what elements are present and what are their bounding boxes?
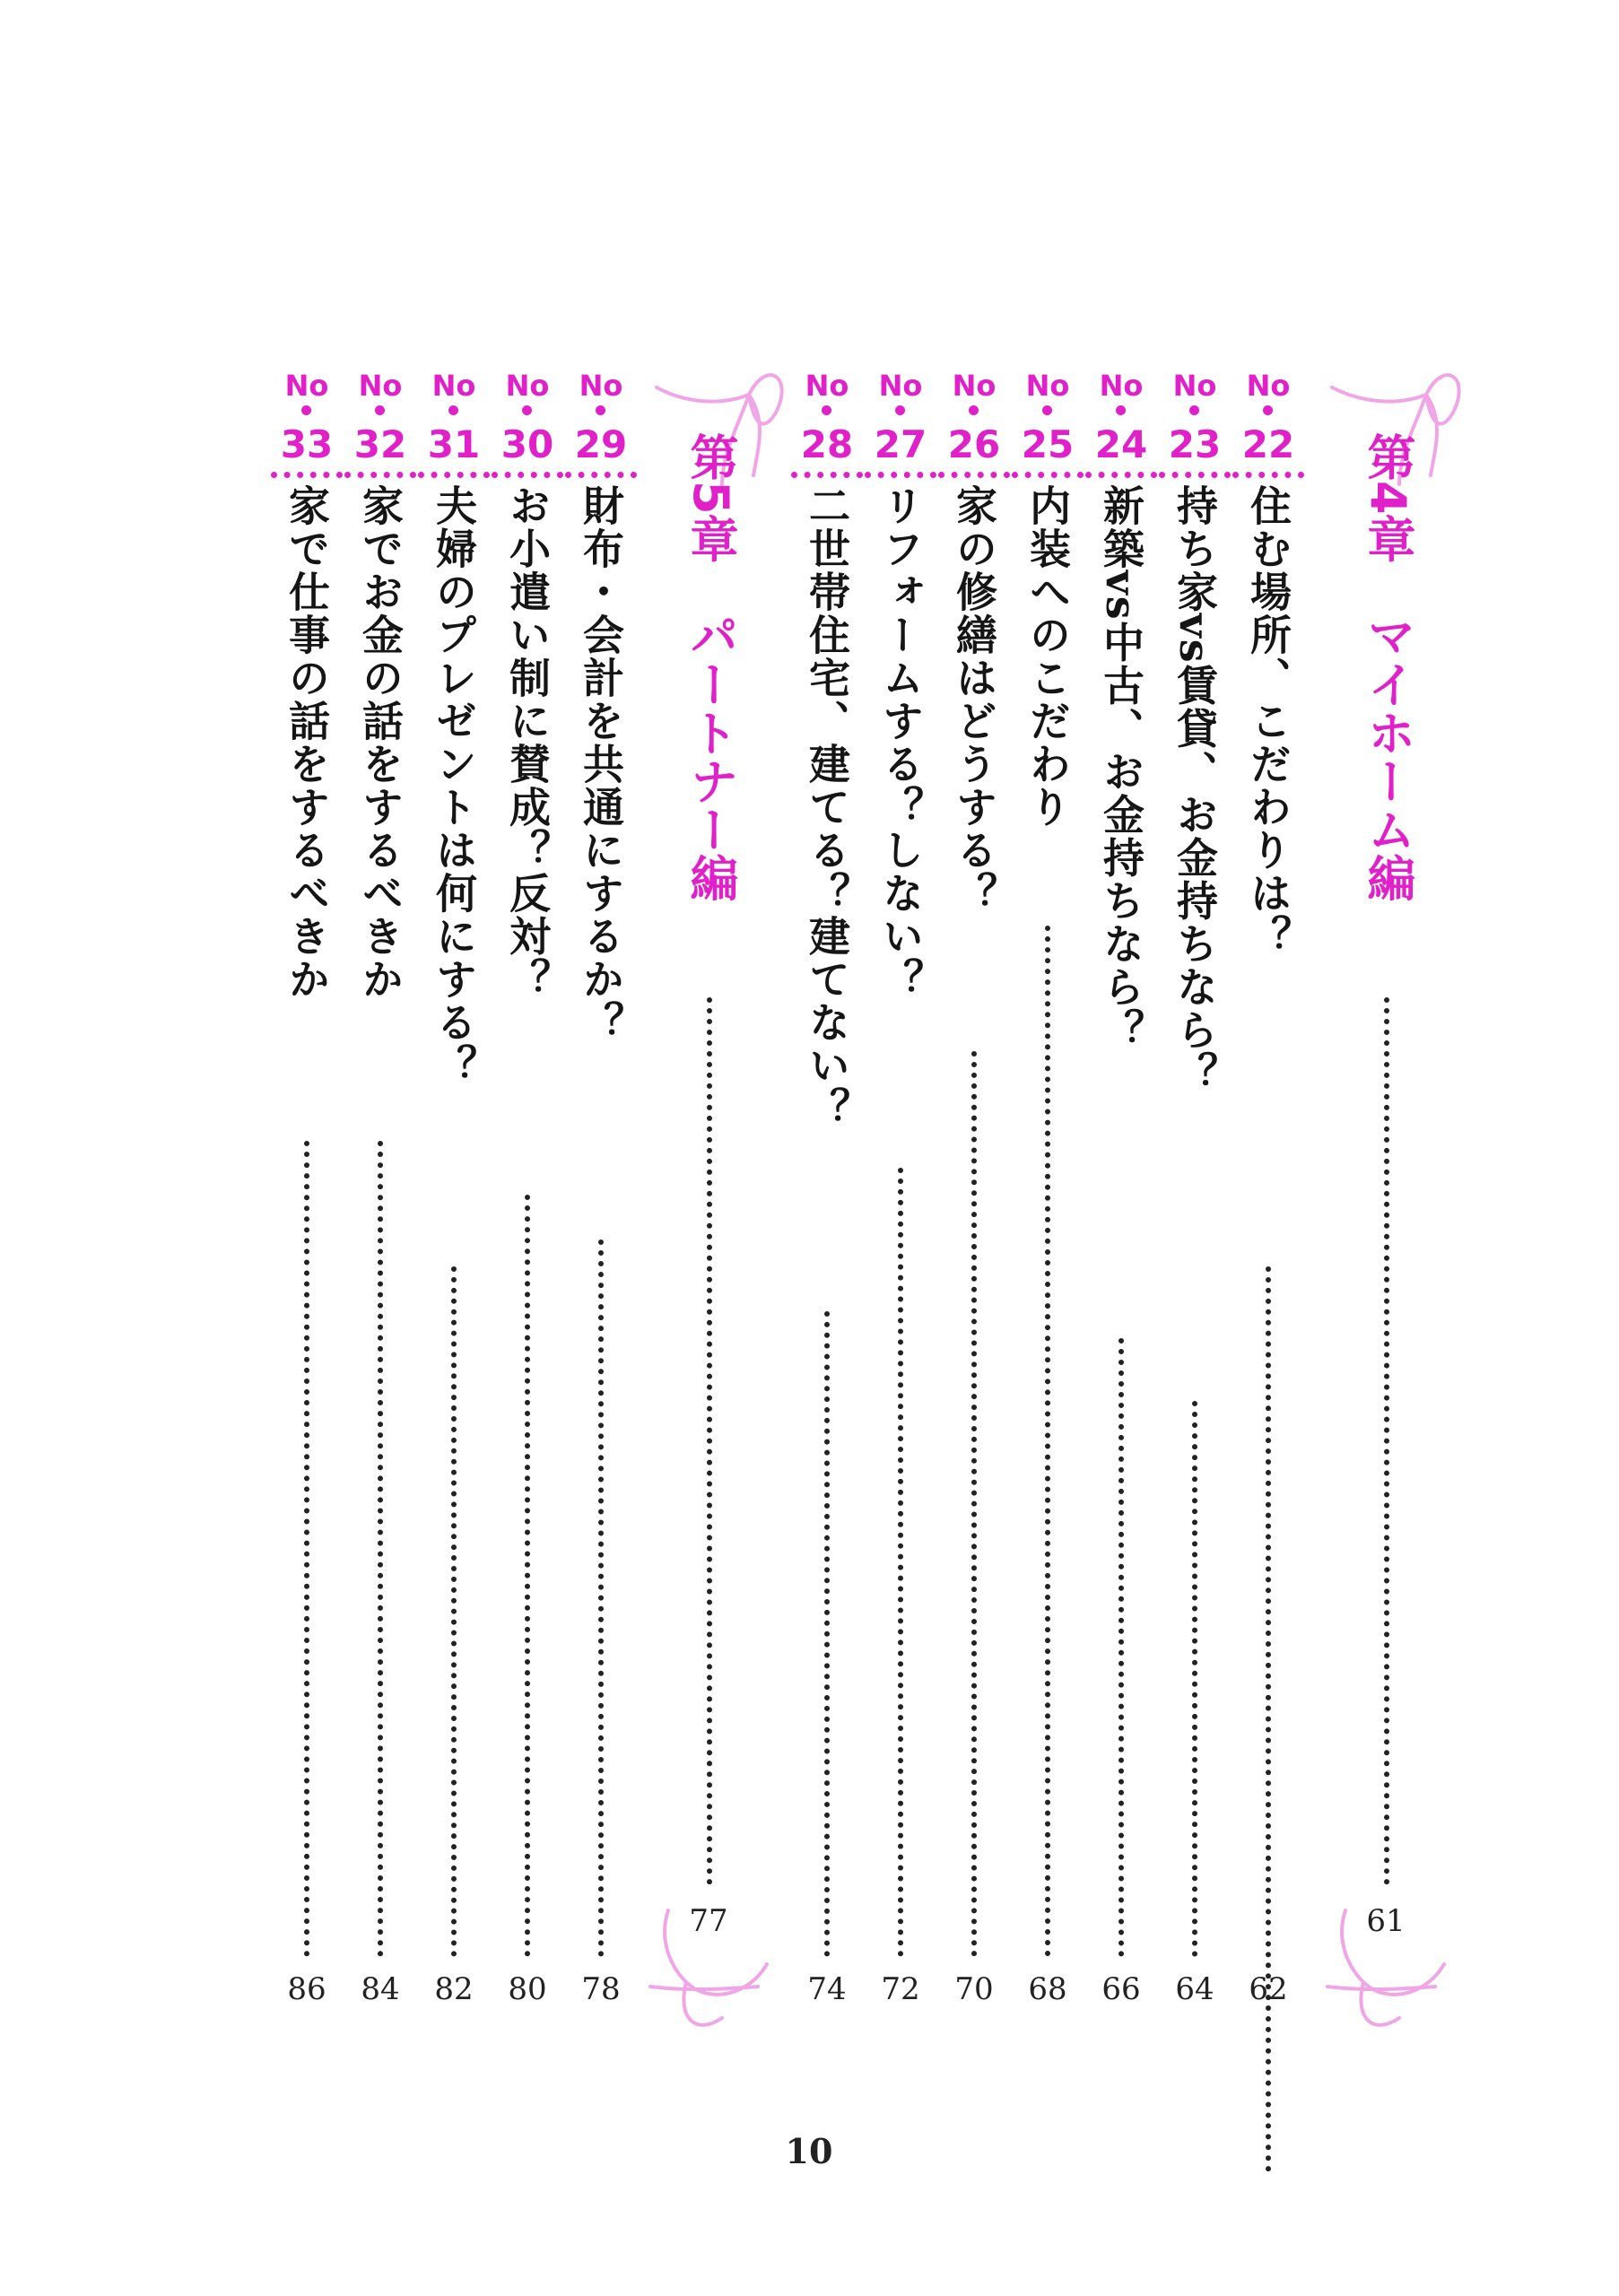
entry-page-number: 70 bbox=[954, 1971, 994, 2007]
no-label: No bbox=[952, 369, 997, 403]
entry-number: 22 bbox=[1241, 422, 1295, 466]
entry-page-number: 78 bbox=[581, 1971, 621, 2007]
toc-entry-26[interactable] bbox=[936, 370, 1012, 2020]
chapter-title bbox=[1354, 432, 1422, 988]
toc-entry-24[interactable] bbox=[1084, 370, 1159, 2020]
entry-number: 27 bbox=[874, 422, 927, 466]
chapter-heading-5 bbox=[664, 432, 753, 1957]
entry-title: 二世帯住宅、建てる？建てない？ bbox=[803, 484, 851, 1130]
no-dot bbox=[301, 405, 311, 415]
no-dot bbox=[1042, 405, 1052, 415]
dotted-leader bbox=[1192, 1401, 1197, 1957]
no-dot bbox=[822, 405, 831, 415]
no-label: No bbox=[505, 369, 550, 403]
dotted-leader bbox=[971, 1051, 977, 1957]
dotted-leader bbox=[378, 1141, 383, 1957]
no-label: No bbox=[579, 369, 623, 403]
no-dot bbox=[1263, 405, 1273, 415]
entry-title: 家でお金の話をするべきか bbox=[356, 484, 405, 1001]
dotted-leader bbox=[1384, 997, 1389, 1885]
entry-number: 24 bbox=[1094, 422, 1148, 466]
dotted-leader bbox=[1119, 1338, 1124, 1957]
entry-number: 29 bbox=[574, 422, 628, 466]
no-label: No bbox=[284, 369, 329, 403]
entry-page-number: 86 bbox=[287, 1971, 326, 2007]
entry-number: 30 bbox=[500, 422, 554, 466]
dotted-leader bbox=[525, 1195, 530, 1957]
pink-dotted-rule bbox=[865, 472, 936, 478]
no-dot bbox=[448, 405, 458, 415]
entry-title: 住む場所、こだわりは？ bbox=[1244, 484, 1293, 958]
toc-entry-30[interactable] bbox=[490, 370, 565, 2020]
no-label: No bbox=[878, 369, 923, 403]
toc-entry-22[interactable] bbox=[1231, 370, 1306, 2020]
entry-number: 32 bbox=[353, 422, 407, 466]
pink-dotted-rule bbox=[271, 472, 343, 478]
entry-number: 28 bbox=[800, 422, 854, 466]
chapter-label: 第5章 bbox=[683, 432, 739, 563]
chapter-page-number: 61 bbox=[1366, 1903, 1406, 1939]
entry-page-number: 64 bbox=[1175, 1971, 1214, 2007]
toc-entry-28[interactable] bbox=[789, 370, 865, 2020]
chapter-page-number: 77 bbox=[689, 1903, 728, 1939]
entry-title: お小遣い制に賛成？反対？ bbox=[503, 484, 552, 1001]
no-label: No bbox=[1025, 369, 1070, 403]
entry-title: 家の修繕はどうする？ bbox=[950, 484, 998, 915]
pink-dotted-rule bbox=[344, 472, 416, 478]
entry-number: 25 bbox=[1021, 422, 1075, 466]
entry-title: 夫婦のプレゼントは何にする？ bbox=[430, 484, 478, 1087]
entry-page-number: 84 bbox=[361, 1971, 400, 2007]
entry-title: 持ち家vs賃貸、お金持ちなら？ bbox=[1171, 484, 1219, 1095]
dotted-leader bbox=[898, 1168, 903, 1957]
no-label: No bbox=[805, 369, 849, 403]
chapter-title bbox=[676, 432, 744, 988]
toc-entry-32[interactable] bbox=[343, 370, 418, 2020]
entry-page-number: 68 bbox=[1028, 1971, 1067, 2007]
toc-entry-27[interactable] bbox=[863, 370, 938, 2020]
chapter-label: 第4章 bbox=[1360, 432, 1416, 563]
entry-page-number: 82 bbox=[434, 1971, 474, 2007]
dotted-leader bbox=[598, 1239, 604, 1957]
pink-dotted-rule bbox=[938, 472, 1010, 478]
dotted-leader bbox=[304, 1141, 309, 1957]
page-footer-number: 10 bbox=[785, 2131, 833, 2171]
entry-title: 内装へのこだわり bbox=[1023, 484, 1072, 829]
entry-page-number: 66 bbox=[1101, 1971, 1141, 2007]
no-dot bbox=[895, 405, 905, 415]
dotted-leader bbox=[707, 997, 712, 1885]
entry-number: 31 bbox=[427, 422, 481, 466]
entry-number: 26 bbox=[947, 422, 1001, 466]
dotted-leader bbox=[1045, 926, 1050, 1957]
entry-page-number: 72 bbox=[881, 1971, 920, 2007]
toc-entry-29[interactable] bbox=[563, 370, 639, 2020]
toc-entry-23[interactable] bbox=[1157, 370, 1232, 2020]
no-dot bbox=[522, 405, 532, 415]
entry-title: 新築vs中古、お金持ちなら？ bbox=[1097, 484, 1145, 1052]
no-label: No bbox=[1246, 369, 1291, 403]
pink-dotted-rule bbox=[418, 472, 490, 478]
entry-title: 財布・会計を共通にするか？ bbox=[577, 484, 625, 1044]
entry-title: リフォームする？しない？ bbox=[876, 484, 925, 1001]
entry-page-number: 80 bbox=[508, 1971, 547, 2007]
dotted-leader bbox=[1266, 1266, 1271, 2172]
entry-number: 23 bbox=[1168, 422, 1222, 466]
no-dot bbox=[1189, 405, 1199, 415]
chapter-name: マイホーム編 bbox=[1360, 611, 1416, 902]
pink-dotted-rule bbox=[791, 472, 863, 478]
no-dot bbox=[375, 405, 385, 415]
dotted-leader bbox=[451, 1266, 457, 1957]
entry-page-number: 74 bbox=[807, 1971, 847, 2007]
pink-dotted-rule bbox=[1232, 472, 1304, 478]
entry-title: 家で仕事の話をするべきか bbox=[283, 484, 331, 1001]
entry-page-number: 62 bbox=[1249, 1971, 1288, 2007]
no-dot bbox=[969, 405, 979, 415]
no-label: No bbox=[1172, 369, 1217, 403]
chapter-name: パートナー編 bbox=[683, 611, 739, 902]
no-dot bbox=[596, 405, 605, 415]
pink-dotted-rule bbox=[1159, 472, 1231, 478]
no-dot bbox=[1116, 405, 1126, 415]
chapter-heading-4 bbox=[1341, 432, 1431, 1957]
pink-dotted-rule bbox=[565, 472, 637, 478]
toc-entry-33[interactable] bbox=[269, 370, 344, 2020]
pink-dotted-rule bbox=[1012, 472, 1084, 478]
toc-entry-25[interactable] bbox=[1010, 370, 1085, 2020]
pink-dotted-rule bbox=[1085, 472, 1157, 478]
no-label: No bbox=[431, 369, 476, 403]
no-label: No bbox=[1099, 369, 1144, 403]
pink-dotted-rule bbox=[492, 472, 563, 478]
dotted-leader bbox=[824, 1311, 830, 1957]
no-label: No bbox=[358, 369, 403, 403]
entry-number: 33 bbox=[280, 422, 334, 466]
toc-entry-31[interactable] bbox=[416, 370, 492, 2020]
